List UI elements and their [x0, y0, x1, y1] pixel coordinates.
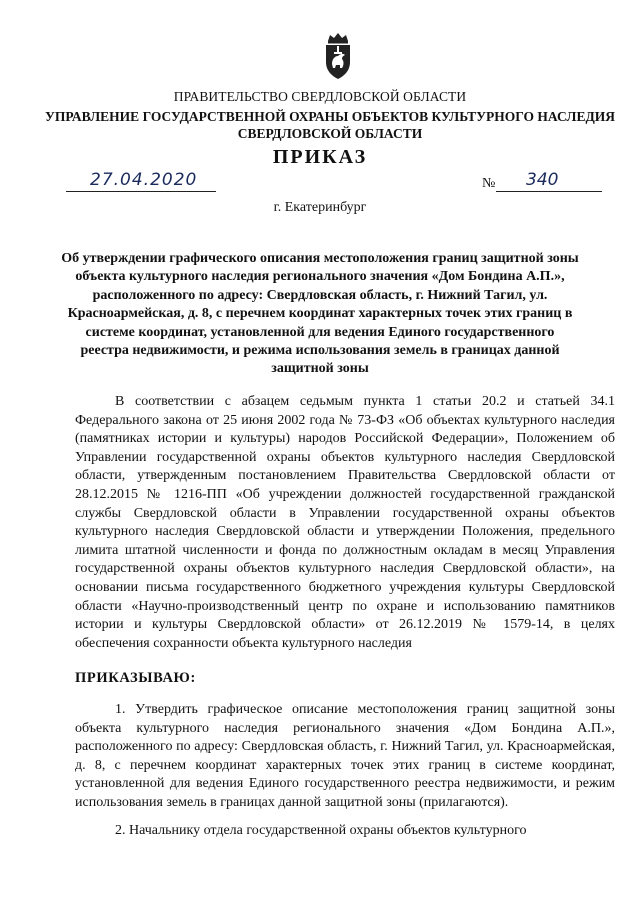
sverdlovsk-coat-of-arms-icon: [322, 32, 354, 80]
order-number: 340: [526, 170, 559, 190]
number-underline: [496, 191, 602, 192]
order-date-field: [66, 172, 216, 194]
city: г. Екатеринбург: [273, 200, 367, 215]
document-type: ПРИКАЗ: [272, 146, 368, 168]
item-2-paragraph: 2. Начальнику отдела государственной охраны объектов культурного: [115, 823, 527, 838]
item-1-paragraph: 1. Утвердить графическое описание местоположения границ защитной зоны объекта культурного наследия регионального значения «Дом Бондина А.П.», расположенного по адресу: Свердловская область, г. Нижний Тагил, ул. Красноармейская, д. 8, с перечнем координат характерных точек этих границ в системе координат, установленной для ведения Единого государственного реестра недвижимости, и режим использования земель в границах данной защитной зоны (прилагаются).: [75, 702, 615, 810]
decree-heading: ПРИКАЗЫВАЮ:: [75, 670, 196, 686]
department-name: УПРАВЛЕНИЕ ГОСУДАРСТВЕННОЙ ОХРАНЫ ОБЪЕКТОВ КУЛЬТУРНОГО НАСЛЕДИЯ СВЕРДЛОВСКОЙ ОБЛАСТИ: [44, 109, 616, 141]
order-date: 27.04.2020: [90, 170, 198, 190]
government-name: ПРАВИТЕЛЬСТВО СВЕРДЛОВСКОЙ ОБЛАСТИ: [173, 89, 467, 104]
order-subject: Об утверждении графического описания местоположения границ защитной зоны объекта культурного наследия регионального значения «Дом Бондина А.П.», расположенного по адресу: Свердловская область, г. Нижний Тагил, ул. Красноармейская, д. 8, с перечнем координат характерных точек этих границ в системе координат, установленной для ведения Единого государственного реестра недвижимости, и режима использования земель в границах данной защитной зоны: [61, 251, 579, 377]
date-underline: [66, 191, 216, 192]
order-number-field: [496, 172, 602, 194]
preamble-paragraph: В соответствии с абзацем седьмым пункта 1 статьи 20.2 и статьей 34.1 Федерального закона от 25 июня 2002 года № 73-ФЗ «Об объектах культурного наследия (памятниках истории и культуры) народов Российской Федерации», Положением об Управлении государственной охраны объектов культурного наследия Свердловской области, утвержденным постановлением Правительства Свердловской области от 28.12.2015 № 1216-ПП «Об учреждении должностей государственной гражданской службы Свердловской области в Управлении государственной охраны объектов культурного наследия Свердловской области и утверждении Положения, предельного лимита штатной численности и фонда по должностным окладам в месяц Управления государственной охраны объектов культурного наследия Свердловской области», на основании письма государственного бюджетного учреждения культуры Свердловской области «Научно-производственный центр по охране и использованию памятников истории и культуры Свердловской области» от 26.12.2019 № 1579-14, в целях обеспечения сохранности объекта культурного наследия: [75, 394, 615, 651]
number-label: №: [482, 176, 496, 191]
